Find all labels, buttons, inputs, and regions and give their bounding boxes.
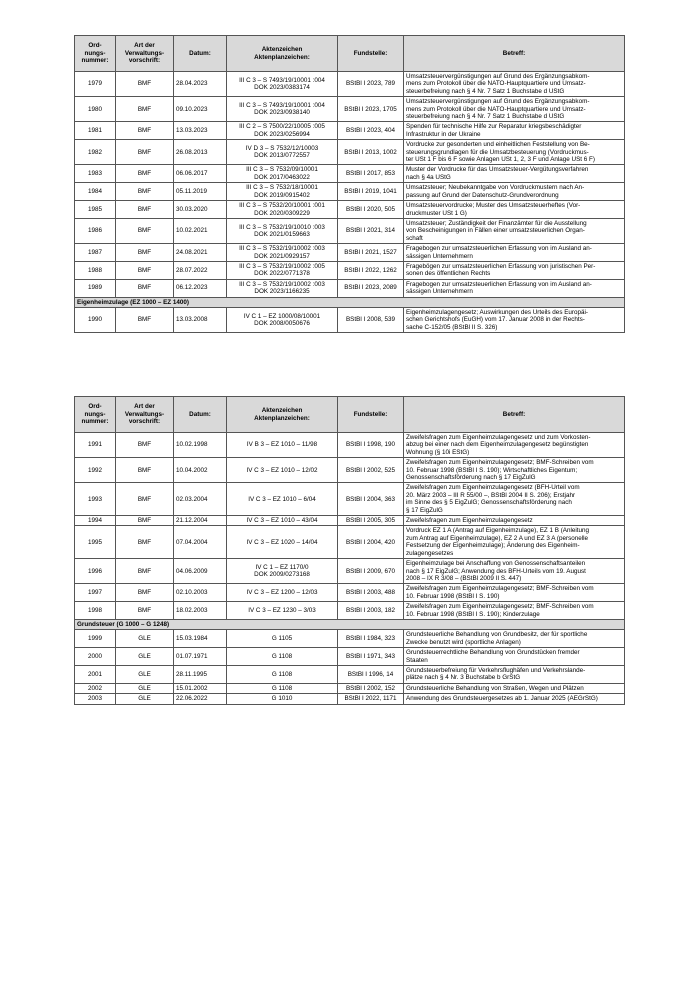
cell-aktenzeichen: III C 3 – S 7532/19/10002 :003 DOK 2023/1166235 (227, 279, 338, 297)
cell-nr: 1983 (75, 165, 116, 183)
cell-art: GLE (116, 630, 174, 648)
cell-datum: 30.03.2020 (174, 201, 227, 219)
cell-datum: 28.07.2022 (174, 261, 227, 279)
cell-fundstelle: BStBl I 2019, 1041 (338, 183, 404, 201)
cell-art: BMF (116, 183, 174, 201)
cell-fundstelle: BStBl I 2005, 305 (338, 516, 404, 526)
table-row (75, 279, 625, 297)
cell-aktenzeichen: III C 3 – S 7532/18/10001 DOK 2019/0915402 (227, 183, 338, 201)
cell-art: BMF (116, 279, 174, 297)
table-row (75, 683, 625, 693)
cell-betreff: Zweifelsfragen zum Eigenheimzulagengesetz und zum Vorkosten- abzug bei einer nach dem Eigenheimzulagengesetz begünstigten Wohnung (§ 10i EStG) (404, 433, 625, 458)
table-umsatzsteuer (74, 35, 625, 333)
table-row (75, 201, 625, 219)
table-row (75, 584, 625, 602)
cell-aktenzeichen: IV D 3 – S 7532/12/10003 DOK 2013/0772557 (227, 140, 338, 165)
cell-datum: 07.04.2004 (174, 526, 227, 559)
cell-betreff: Umsatzsteuervergünstigungen auf Grund des Ergänzungsabkom- mens zum Protokoll über die NATO-Hauptquartiere und Umsatz- steuerbefreiung nach § 4 Nr. 7 Satz 1 Buchstabe d UStG (404, 97, 625, 122)
cell-fundstelle: BStBl I 2008, 539 (338, 307, 404, 332)
cell-nr: 1979 (75, 72, 116, 97)
cell-nr: 2002 (75, 683, 116, 693)
cell-nr: 1982 (75, 140, 116, 165)
cell-betreff: Grundsteuerrechtliche Behandlung von Grundstücken fremder Staaten (404, 648, 625, 666)
cell-datum: 13.03.2023 (174, 122, 227, 140)
table-row (75, 218, 625, 243)
cell-aktenzeichen: IV C 3 – EZ 1200 – 12/03 (227, 584, 338, 602)
table-header (75, 36, 625, 72)
cell-art: GLE (116, 694, 174, 704)
cell-art: BMF (116, 433, 174, 458)
cell-nr: 1989 (75, 279, 116, 297)
cell-fundstelle: BStBl I 1996, 14 (338, 665, 404, 683)
cell-art: BMF (116, 526, 174, 559)
cell-nr: 2001 (75, 665, 116, 683)
cell-betreff: Zweifelsfragen zum Eigenheimzulagengesetz (404, 516, 625, 526)
cell-betreff: Umsatzsteuervordrucke; Muster des Umsatzsteuerheftes (Vor- druckmuster USt 1 G) (404, 201, 625, 219)
cell-nr: 1987 (75, 244, 116, 262)
cell-datum: 18.02.2003 (174, 602, 227, 620)
cell-fundstelle: BStBl I 2013, 1002 (338, 140, 404, 165)
cell-betreff: Fragebogen zur umsatzsteuerlichen Erfassung von im Ausland an- sässigen Unternehmern (404, 244, 625, 262)
cell-datum: 09.10.2023 (174, 97, 227, 122)
cell-betreff: Zweifelsfragen zum Eigenheimzulagengesetz; BMF-Schreiben vom 10. Februar 1998 (BStBl I S. 190); Wirtschaftliches Eigentum; Genossenschaftsförderung nach § 17 EigZulG (404, 458, 625, 483)
table-row (75, 483, 625, 516)
table-row (75, 630, 625, 648)
cell-datum: 13.03.2008 (174, 307, 227, 332)
cell-art: GLE (116, 648, 174, 666)
cell-aktenzeichen: III C 3 – S 7532/09/10001 DOK 2017/0463022 (227, 165, 338, 183)
cell-art: BMF (116, 559, 174, 584)
cell-nr: 1996 (75, 559, 116, 584)
cell-fundstelle: BStBl I 2004, 420 (338, 526, 404, 559)
header-nr: Ord- nungs- nummer: (75, 397, 116, 433)
cell-betreff: Fragebogen zur umsatzsteuerlichen Erfassung von im Ausland an- sässigen Unternehmern (404, 279, 625, 297)
table-row (75, 140, 625, 165)
table-row (75, 433, 625, 458)
header-aktenzeichen: Aktenzeichen Aktenplanzeichen: (227, 36, 338, 72)
cell-betreff: Anwendung des Grundsteuergesetzes ab 1. Januar 2025 (AEGrStG) (404, 694, 625, 704)
cell-aktenzeichen: III C 2 – S 7500/22/10005 :005 DOK 2023/0256994 (227, 122, 338, 140)
cell-art: BMF (116, 97, 174, 122)
header-datum: Datum: (174, 397, 227, 433)
cell-fundstelle: BStBl I 2023, 404 (338, 122, 404, 140)
cell-datum: 06.12.2023 (174, 279, 227, 297)
cell-art: BMF (116, 165, 174, 183)
cell-nr: 1984 (75, 183, 116, 201)
cell-nr: 1990 (75, 307, 116, 332)
section-row (75, 619, 625, 629)
cell-datum: 26.08.2013 (174, 140, 227, 165)
cell-betreff: Eigenheimzulage bei Anschaffung von Genossenschaftsanteilen nach § 17 EigZulG; Anwendung des BFH-Urteils vom 19. August 2008 – IX R 3/08 – (BStBl 2009 II S. 447) (404, 559, 625, 584)
table-row (75, 307, 625, 332)
cell-betreff: Zweifelsfragen zum Eigenheimzulagengesetz; BMF-Schreiben vom 10. Februar 1998 (BStBl I S. 190); Kinderzulage (404, 602, 625, 620)
header-betreff: Betreff: (404, 36, 625, 72)
cell-fundstelle: BStBl I 2023, 789 (338, 72, 404, 97)
cell-betreff: Spenden für technische Hilfe zur Reparatur kriegsbeschädigter Infrastruktur in der Ukraine (404, 122, 625, 140)
cell-datum: 04.06.2009 (174, 559, 227, 584)
cell-datum: 10.02.2021 (174, 218, 227, 243)
cell-aktenzeichen: III C 3 – S 7532/19/10010 :003 DOK 2021/0159663 (227, 218, 338, 243)
cell-art: BMF (116, 307, 174, 332)
cell-datum: 06.06.2017 (174, 165, 227, 183)
cell-fundstelle: BStBl I 1998, 190 (338, 433, 404, 458)
cell-betreff: Vordruck EZ 1 A (Antrag auf Eigenheimzulage), EZ 1 B (Anleitung zum Antrag auf Eigenheimzulage), EZ 2 A und EZ 3 A (personelle Festsetzung der Eigenheimzulage); Änderung des Eigenheim- zulagengesetzes (404, 526, 625, 559)
header-art: Art der Verwaltungs- vorschrift: (116, 36, 174, 72)
cell-nr: 1988 (75, 261, 116, 279)
cell-nr: 1981 (75, 122, 116, 140)
cell-aktenzeichen: IV C 3 – EZ 1230 – 3/03 (227, 602, 338, 620)
cell-art: BMF (116, 483, 174, 516)
cell-nr: 1995 (75, 526, 116, 559)
table-row (75, 97, 625, 122)
table-row (75, 261, 625, 279)
cell-betreff: Muster der Vordrucke für das Umsatzsteuer-Vergütungsverfahren nach § 4a UStG (404, 165, 625, 183)
table-row (75, 665, 625, 683)
cell-datum: 21.12.2004 (174, 516, 227, 526)
cell-nr: 2000 (75, 648, 116, 666)
cell-aktenzeichen: III C 3 – S 7532/19/10002 :003 DOK 2021/0929157 (227, 244, 338, 262)
cell-fundstelle: BStBl I 2021, 1527 (338, 244, 404, 262)
table-body-1 (75, 72, 625, 333)
cell-aktenzeichen: G 1108 (227, 665, 338, 683)
cell-fundstelle: BStBl I 2003, 182 (338, 602, 404, 620)
cell-aktenzeichen: III C 3 – S 7493/19/10001 :004 DOK 2023/0938140 (227, 97, 338, 122)
cell-fundstelle: BStBl I 2004, 363 (338, 483, 404, 516)
cell-nr: 1997 (75, 584, 116, 602)
cell-fundstelle: BStBl I 2021, 314 (338, 218, 404, 243)
cell-art: BMF (116, 244, 174, 262)
cell-fundstelle: BStBl I 2023, 2089 (338, 279, 404, 297)
cell-betreff: Grundsteuerliche Behandlung von Grundbesitz, der für sportliche Zwecke benutzt wird (sportliche Anlagen) (404, 630, 625, 648)
table-row (75, 165, 625, 183)
cell-fundstelle: BStBl I 2017, 853 (338, 165, 404, 183)
cell-fundstelle: BStBl I 2002, 152 (338, 683, 404, 693)
cell-betreff: Eigenheimzulagengesetz; Auswirkungen des Urteils des Europäi- schen Gerichtshofs (EuGH) vom 17. Januar 2008 in der Rechts- sache C-152/05 (BStBl II S. 326) (404, 307, 625, 332)
cell-art: GLE (116, 665, 174, 683)
cell-nr: 1993 (75, 483, 116, 516)
cell-datum: 10.04.2002 (174, 458, 227, 483)
header-datum: Datum: (174, 36, 227, 72)
cell-art: BMF (116, 458, 174, 483)
cell-art: BMF (116, 218, 174, 243)
cell-art: BMF (116, 72, 174, 97)
cell-aktenzeichen: G 1108 (227, 648, 338, 666)
cell-datum: 15.03.1984 (174, 630, 227, 648)
cell-aktenzeichen: IV C 3 – EZ 1010 – 6/04 (227, 483, 338, 516)
table-row (75, 602, 625, 620)
header-fundstelle: Fundstelle: (338, 397, 404, 433)
cell-aktenzeichen: III C 3 – S 7532/19/10002 :005 DOK 2022/0771378 (227, 261, 338, 279)
cell-fundstelle: BStBl I 1971, 343 (338, 648, 404, 666)
cell-art: BMF (116, 140, 174, 165)
section-row (75, 297, 625, 307)
cell-aktenzeichen: G 1108 (227, 683, 338, 693)
cell-fundstelle: BStBl I 2009, 670 (338, 559, 404, 584)
cell-art: BMF (116, 516, 174, 526)
cell-betreff: Zweifelsfragen zum Eigenheimzulagengesetz; BMF-Schreiben vom 10. Februar 1998 (BStBl I S. 190) (404, 584, 625, 602)
cell-nr: 1980 (75, 97, 116, 122)
cell-betreff: Zweifelsfragen zum Eigenheimzulagengesetz (BFH-Urteil vom 20. März 2003 – III R 55/00 –, BStBl 2004 II S. 206); Erstjahr im Sinne des § 5 EigZulG; Genossenschaftsförderung nach § 17 EigZulG (404, 483, 625, 516)
cell-aktenzeichen: G 1010 (227, 694, 338, 704)
cell-fundstelle: BStBl I 2003, 488 (338, 584, 404, 602)
cell-datum: 02.03.2004 (174, 483, 227, 516)
header-nr: Ord- nungs- nummer: (75, 36, 116, 72)
cell-aktenzeichen: IV C 1 – EZ 1170/0 DOK 2009/0273168 (227, 559, 338, 584)
section-title: Eigenheimzulage (EZ 1000 – EZ 1400) (75, 297, 625, 307)
cell-fundstelle: BStBl I 2023, 1705 (338, 97, 404, 122)
header-fundstelle: Fundstelle: (338, 36, 404, 72)
cell-art: BMF (116, 602, 174, 620)
cell-aktenzeichen: IV C 1 – EZ 1000/08/10001 DOK 2008/0050676 (227, 307, 338, 332)
cell-art: BMF (116, 122, 174, 140)
cell-nr: 1985 (75, 201, 116, 219)
cell-nr: 1999 (75, 630, 116, 648)
table-row (75, 559, 625, 584)
cell-fundstelle: BStBl I 2002, 525 (338, 458, 404, 483)
cell-aktenzeichen: IV B 3 – EZ 1010 – 11/98 (227, 433, 338, 458)
cell-aktenzeichen: IV C 3 – EZ 1010 – 43/04 (227, 516, 338, 526)
cell-datum: 02.10.2003 (174, 584, 227, 602)
cell-aktenzeichen: G 1105 (227, 630, 338, 648)
cell-art: BMF (116, 261, 174, 279)
cell-aktenzeichen: IV C 3 – EZ 1010 – 12/02 (227, 458, 338, 483)
table-body-2 (75, 433, 625, 705)
table-row (75, 526, 625, 559)
cell-betreff: Fragebögen zur umsatzsteuerlichen Erfassung von juristischen Per- sonen des öffentlichen Rechts (404, 261, 625, 279)
cell-art: BMF (116, 584, 174, 602)
cell-fundstelle: BStBl I 2020, 505 (338, 201, 404, 219)
cell-datum: 24.08.2021 (174, 244, 227, 262)
header-art: Art der Verwaltungs- vorschrift: (116, 397, 174, 433)
cell-nr: 1994 (75, 516, 116, 526)
cell-betreff: Umsatzsteuer; Neubekanntgabe von Vordruckmustern nach An- passung auf Grund der Datenschutz-Grundverordnung (404, 183, 625, 201)
cell-nr: 1991 (75, 433, 116, 458)
table-row (75, 72, 625, 97)
cell-aktenzeichen: IV C 3 – EZ 1020 – 14/04 (227, 526, 338, 559)
cell-betreff: Grundsteuerbefreiung für Verkehrsflughäfen und Verkehrslande- plätze nach § 4 Nr. 3 Buchstabe b GrStG (404, 665, 625, 683)
cell-datum: 05.11.2019 (174, 183, 227, 201)
cell-betreff: Umsatzsteuervergünstigungen auf Grund des Ergänzungsabkom- mens zum Protokoll über die NATO-Hauptquartiere und Umsatz- steuerbefreiung nach § 4 Nr. 7 Satz 1 Buchstabe d UStG (404, 72, 625, 97)
cell-datum: 10.02.1998 (174, 433, 227, 458)
cell-betreff: Umsatzsteuer; Zuständigkeit der Finanzämter für die Ausstellung von Bescheinigungen in Fällen einer umsatzsteuerlichen Organ- schaft (404, 218, 625, 243)
header-betreff: Betreff: (404, 397, 625, 433)
cell-art: GLE (116, 683, 174, 693)
cell-datum: 22.06.2022 (174, 694, 227, 704)
cell-fundstelle: BStBl I 2022, 1171 (338, 694, 404, 704)
table-header (75, 397, 625, 433)
cell-betreff: Grundsteuerliche Behandlung von Straßen, Wegen und Plätzen (404, 683, 625, 693)
cell-art: BMF (116, 201, 174, 219)
section-title: Grundsteuer (G 1000 – G 1248) (75, 619, 625, 629)
cell-fundstelle: BStBl I 1984, 323 (338, 630, 404, 648)
cell-betreff: Vordrucke zur gesonderten und einheitlichen Feststellung von Be- steuerungsgrundlagen für die Umsatzbesteuerung (Vordruckmus- ter USt 1 F bis 6 F sowie Anlagen USt 1, 2, 3 F und Anlage USt 6 F) (404, 140, 625, 165)
table-row (75, 244, 625, 262)
cell-nr: 1992 (75, 458, 116, 483)
header-aktenzeichen: Aktenzeichen Aktenplanzeichen: (227, 397, 338, 433)
table-eigenheimzulage-grundsteuer (74, 396, 625, 705)
table-row (75, 183, 625, 201)
cell-datum: 15.01.2002 (174, 683, 227, 693)
table-row (75, 694, 625, 704)
cell-datum: 01.07.1971 (174, 648, 227, 666)
table-row (75, 458, 625, 483)
cell-aktenzeichen: III C 3 – S 7493/19/10001 :004 DOK 2023/0383174 (227, 72, 338, 97)
cell-fundstelle: BStBl I 2022, 1262 (338, 261, 404, 279)
table-row (75, 122, 625, 140)
cell-aktenzeichen: III C 3 – S 7532/20/10001 :001 DOK 2020/0309229 (227, 201, 338, 219)
cell-datum: 28.11.1995 (174, 665, 227, 683)
cell-datum: 28.04.2023 (174, 72, 227, 97)
table-row (75, 516, 625, 526)
cell-nr: 2003 (75, 694, 116, 704)
cell-nr: 1998 (75, 602, 116, 620)
table-row (75, 648, 625, 666)
cell-nr: 1986 (75, 218, 116, 243)
